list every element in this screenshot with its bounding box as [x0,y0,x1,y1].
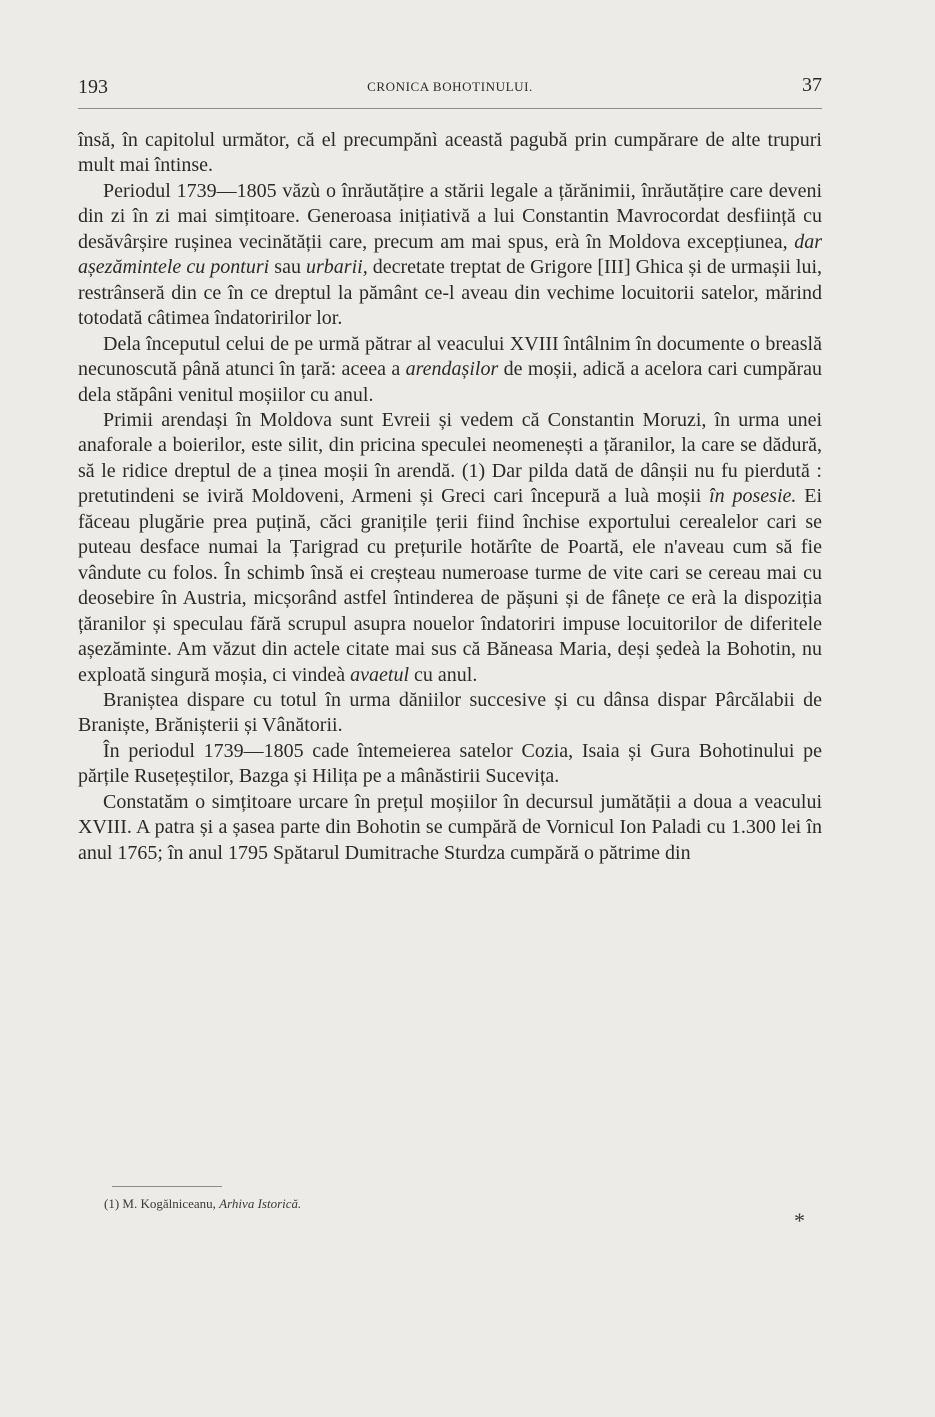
paragraph-2 [78,179,822,332]
paragraph-4-text-a: Primii arendași în Moldova sunt Evreii și vedem că Constantin Moruzi, în urma unei anaforale a boierilor, este silit, din pricina speculei neomenești a țăranilor, la care se dădură, să le ridice dreptul de a ținea moșii în arendă. (1) Dar pilda dată de dânșii nu fu pierdută : pretutindeni se iviră Moldoveni, Armeni și Greci cari începură a luà moșii [78,408,822,508]
footnote-italic: Arhiva Istorică. [219,1196,302,1211]
paragraph-3-italic: arendașilor [405,358,499,381]
footnote-text: (1) M. Kogălniceanu, [104,1196,216,1211]
page-number-right: 37 [802,74,822,96]
paragraph-2-text-b: sau [274,256,301,279]
paragraph-7: Constatăm o simțitoare urcare în prețul moșiilor în decursul jumătății a doua a veacului XVIII. A patra și a șasea parte din Bohotin se cumpără de Vornicul Ion Paladi cu 1.300 lei în anul 1765; în anul 1795 Spătarul Dumitrache Sturdza cumpără o pătrime din [78,790,822,864]
paragraph-5: Braniștea dispare cu totul în urma dăniilor succesive și cu dânsa dispar Pârcălabii de Braniște, Brănișterii și Vânătorii. [78,688,822,737]
running-header [78,74,822,104]
paragraph-3-text-b: de moșii, adică a acelora cari cumpărau dela stăpâni venitul moșiilor cu anul. [78,358,823,406]
paragraph-2-text-a: Periodul 1739—1805 văzù o înrăutățire a stării legale a țărănimii, înrăutățire care deveni din zi în zi mai simțitoare. Generoasa inițiativă a lui Constantin Mavrocordat desființă cu desăvârșire rușinea vecinătății care, precum am mai spus, erà în Moldova excepțiunea, [78,179,822,253]
footnote-rule [112,1186,222,1187]
paragraph-2-italic-1: dar așezămintele cu ponturi [78,230,822,279]
footnote [104,1194,804,1214]
paragraph-4-italic-1: în posesie. [709,485,797,508]
paragraph-4-italic-2: avaetul [350,663,410,686]
paragraph-2-text-c: decretate treptat de Grigore [III] Ghica și de urmașii lui, restrânseră din ce în ce dreptul la pământ ce-l aveau din vechime locuitorii satelor, mărind totodată câtimea îndatoririlor lor. [78,256,822,330]
paragraph-4-text-c: cu anul. [414,663,478,686]
signature-mark: * [794,1208,805,1233]
paragraph-4-text-b: Ei făceau plugărie prea puțină, căci granițile țerii fiind închise exportului cerealelor cari se puteau desface numai la Țarigrad cu prețurile hotărîte de Poartă, ele n'aveau cum să fie vândute cu folos. În schimb însă ei creșteau numeroase turme de vite cari se cereau mai cu deosebire în Austria, micșorând astfel întinderea de pășuni și de fânețe ce erà la dispoziția țăranilor și speculau fără scrupul asupra nouelor îndatoriri impuse locuitorilor de diferitele așezăminte. Am văzut din actele citate mai sus că Băneasa Maria, deși ședeà la Bohotin, nu exploată singură moșia, ci vindeà [78,485,823,686]
paragraph-6: În periodul 1739—1805 cade întemeierea satelor Cozia, Isaia și Gura Bohotinului pe părțile Rusețeștilor, Bazga și Hilița pe a mânăstirii Sucevița. [78,739,822,788]
body-text [78,128,822,866]
paragraph-4 [78,408,822,688]
paragraph-3 [78,332,822,408]
running-title: CRONICA BOHOTINULUI. [367,79,533,94]
header-rule [78,108,822,109]
paragraph-2-italic-2: urbarii, [306,256,368,279]
paragraph-3-text-a: Dela începutul celui de pe urmă pătrar al veacului XVIII întâlnim în documente o breaslă necunoscută până atunci în țară: aceea a [78,332,822,381]
page-number-left: 193 [78,76,108,98]
paragraph-1: însă, în capitolul următor, că el precumpănì această pagubă prin cumpărare de alte trupuri mult mai întinse. [78,129,822,177]
